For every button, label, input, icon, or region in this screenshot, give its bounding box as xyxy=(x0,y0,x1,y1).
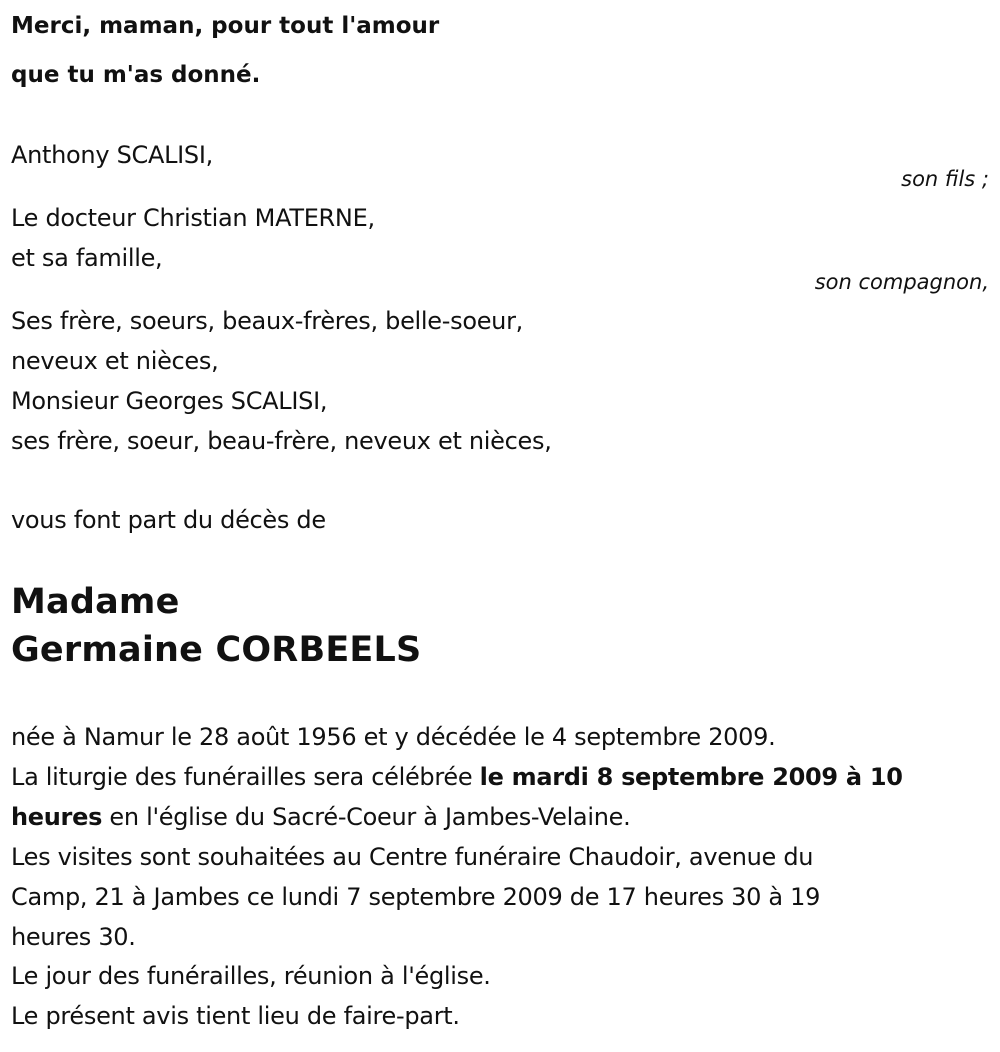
epitaph-line-1: Merci, maman, pour tout l'amour xyxy=(11,13,440,39)
liturgy-date: le mardi 8 septembre 2009 à 10 xyxy=(479,763,903,791)
birth-death: née à Namur le 28 août 1956 et y décédée le 4 septembre 2009. xyxy=(11,723,776,751)
visits-line-1: Les visites sont souhaitées au Centre funéraire Chaudoir, avenue du xyxy=(11,843,814,871)
notice: Le présent avis tient lieu de faire-part. xyxy=(11,1002,460,1030)
epitaph-line-2: que tu m'as donné. xyxy=(11,62,261,88)
funeral-day: Le jour des funérailles, réunion à l'église. xyxy=(11,962,491,990)
deceased-title: Madame xyxy=(11,582,180,622)
liturgy-line-2 xyxy=(11,797,630,837)
visits-line-2: Camp, 21 à Jambes ce lundi 7 septembre 2009 de 17 heures 30 à 19 xyxy=(11,883,821,911)
siblings-line-1: Ses frère, soeurs, beaux-frères, belle-soeur, xyxy=(11,307,523,335)
liturgy-hour: heures xyxy=(11,803,103,831)
liturgy-line-1 xyxy=(11,757,903,797)
liturgy-suffix: en l'église du Sacré-Coeur à Jambes-Velaine. xyxy=(102,803,631,831)
son-relation: son fils ; xyxy=(901,167,989,191)
announcement: vous font part du décès de xyxy=(11,506,326,534)
visits-line-3: heures 30. xyxy=(11,923,136,951)
siblings-line-4: ses frère, soeur, beau-frère, neveux et nièces, xyxy=(11,427,552,455)
siblings-line-2: neveux et nièces, xyxy=(11,347,219,375)
deceased-name: Germaine CORBEELS xyxy=(11,630,422,670)
partner-line-1: Le docteur Christian MATERNE, xyxy=(11,204,375,232)
partner-relation: son compagnon, xyxy=(814,270,989,294)
siblings-line-3: Monsieur Georges SCALISI, xyxy=(11,387,328,415)
liturgy-prefix: La liturgie des funérailles sera célébrée xyxy=(11,763,480,791)
son-name: Anthony SCALISI, xyxy=(11,141,213,169)
partner-line-2: et sa famille, xyxy=(11,244,163,272)
